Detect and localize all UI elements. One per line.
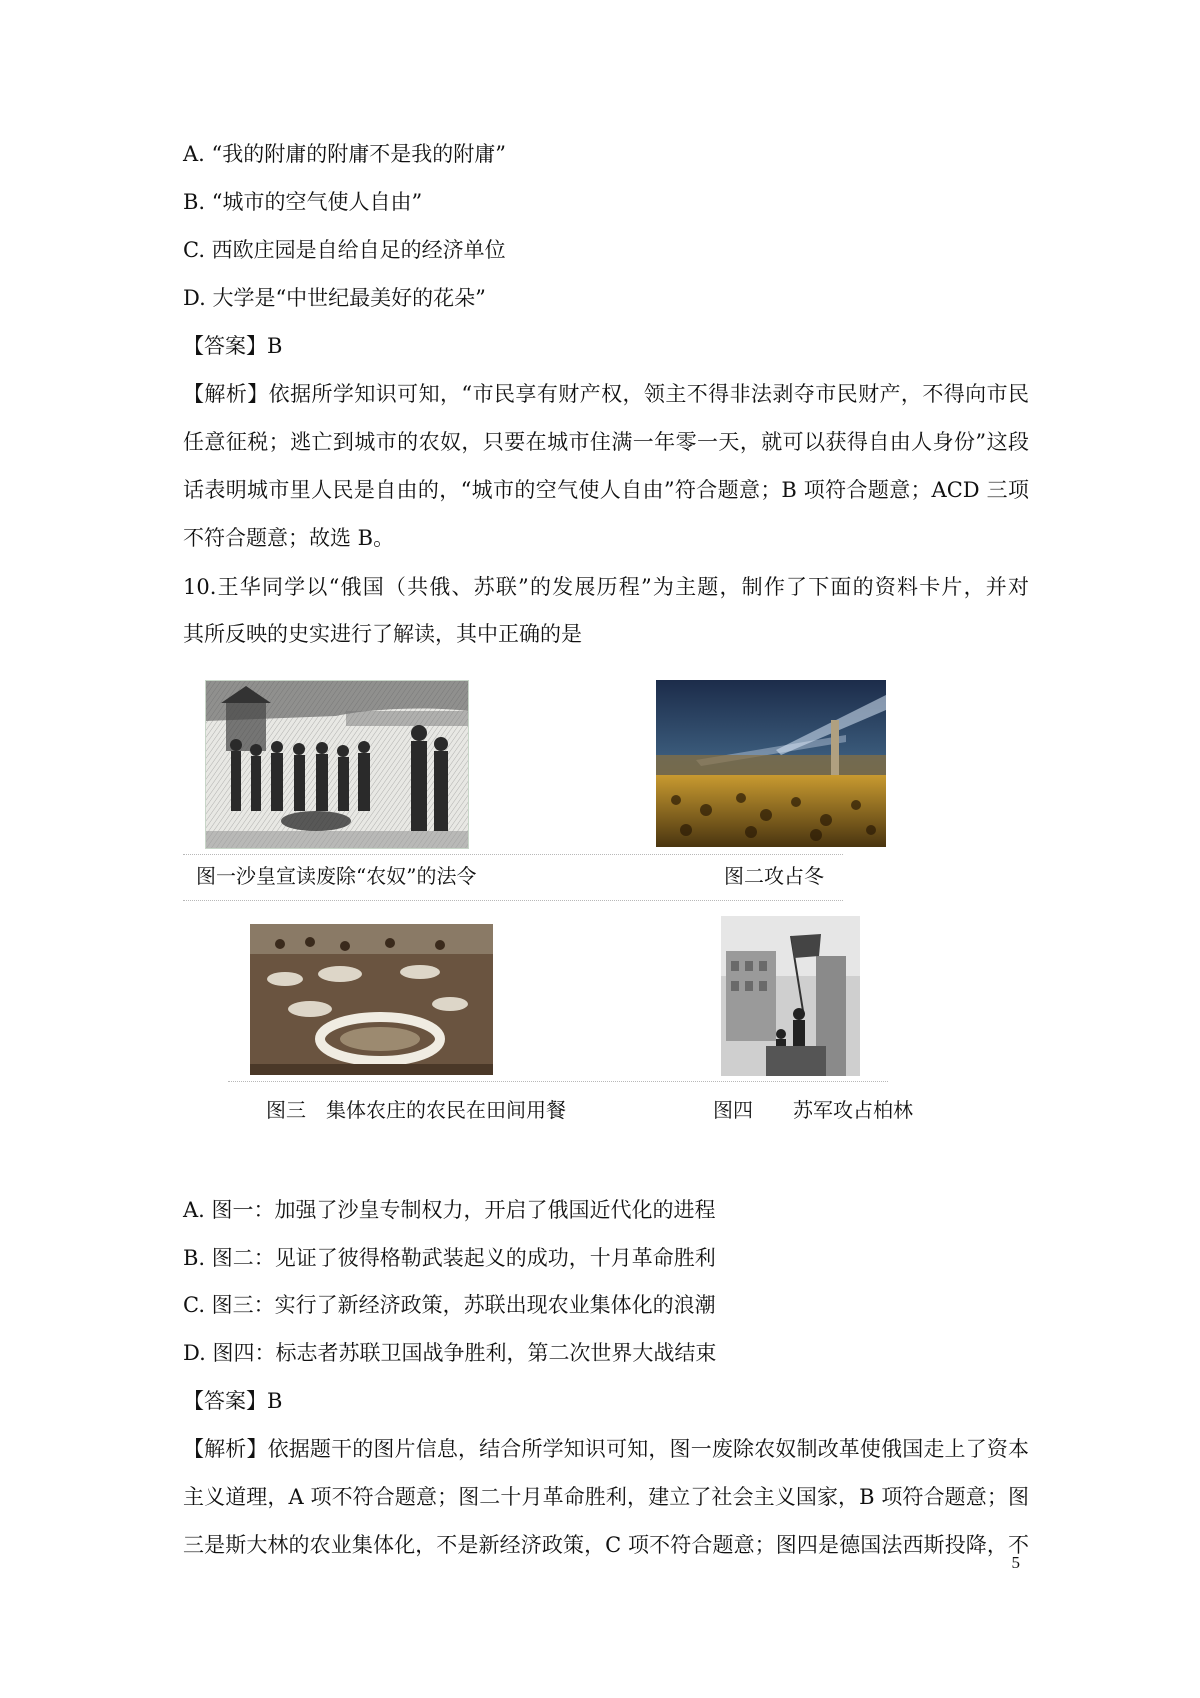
q10-stem-line-2: 其所反映的史实进行了解读，其中正确的是 (183, 622, 582, 646)
divider-row-1-bottom (183, 900, 843, 901)
q10-option-c: C. 图三：实行了新经济政策，苏联出现农业集体化的浪潮 (183, 1293, 716, 1317)
q10-option-d: D. 图四：标志者苏联卫国战争胜利，第二次世界大战结束 (183, 1341, 717, 1365)
q10-option-a: A. 图一：加强了沙皇专制权力，开启了俄国近代化的进程 (183, 1198, 716, 1222)
figure-2-image (656, 680, 886, 847)
divider-row-1 (183, 854, 843, 855)
q9-analysis-line-3: 话表明城市里人民是自由的，“城市的空气使人自由”符合题意；B 项符合题意；ACD 三项 (183, 478, 1029, 502)
q9-analysis-line-4: 不符合题意；故选 B。 (183, 526, 395, 550)
q10-answer: 【答案】B (183, 1389, 283, 1413)
figure-1-caption: 图一沙皇宣读废除“农奴”的法令 (196, 864, 477, 888)
q10-option-b: B. 图二：见证了彼得格勒武装起义的成功，十月革命胜利 (183, 1246, 716, 1270)
q9-option-c: C. 西欧庄园是自给自足的经济单位 (183, 238, 506, 262)
q9-option-b: B. “城市的空气使人自由” (183, 190, 423, 214)
q10-stem-line-1: 10.王华同学以“俄国（共俄、苏联”的发展历程”为主题，制作了下面的资料卡片，并对 (183, 575, 1029, 599)
figure-1-image (205, 680, 469, 849)
q9-analysis-line-1: 【解析】依据所学知识可知，“市民享有财产权，领主不得非法剥夺市民财产，不得向市民 (183, 382, 1029, 406)
q9-answer: 【答案】B (183, 334, 283, 358)
page-number: 5 (1011, 1553, 1020, 1572)
figure-2-caption: 图二攻占冬 (724, 864, 824, 888)
figure-3-image (250, 924, 493, 1075)
figure-4-caption: 图四 苏军攻占柏林 (713, 1098, 913, 1122)
q10-analysis-line-2: 主义道理，A 项不符合题意；图二十月革命胜利，建立了社会主义国家，B 项符合题意；图 (183, 1485, 1029, 1509)
q9-analysis-line-2: 任意征税；逃亡到城市的农奴，只要在城市住满一年零一天，就可以获得自由人身份”这段 (183, 430, 1029, 454)
q9-option-a: A. “我的附庸的附庸不是我的附庸” (183, 142, 506, 166)
q10-analysis-line-3: 三是斯大林的农业集体化，不是新经济政策，C 项不符合题意；图四是德国法西斯投降，不 (183, 1533, 1029, 1557)
divider-row-2 (228, 1081, 888, 1082)
figure-4-image (721, 916, 860, 1076)
q9-option-d: D. 大学是“中世纪最美好的花朵” (183, 286, 486, 310)
figure-3-caption: 图三 集体农庄的农民在田间用餐 (266, 1098, 566, 1122)
q10-analysis-line-1: 【解析】依据题干的图片信息，结合所学知识可知，图一废除农奴制改革使俄国走上了资本 (183, 1437, 1029, 1461)
